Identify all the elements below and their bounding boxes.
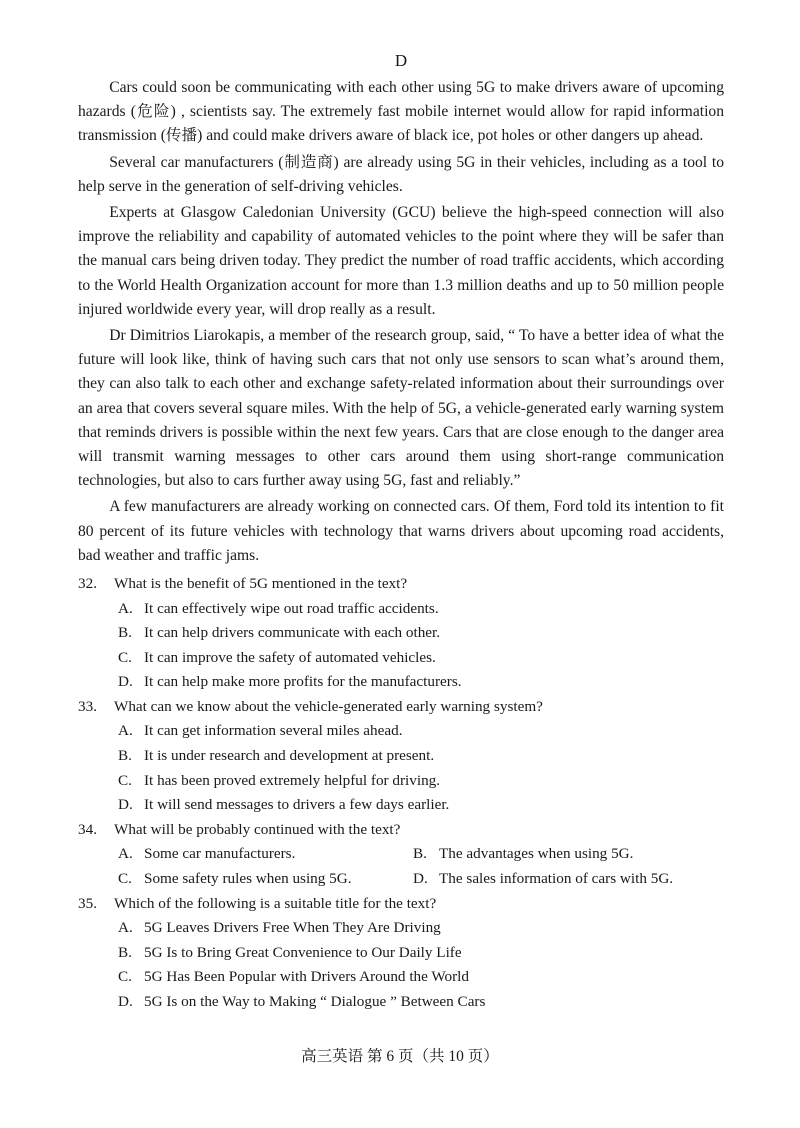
option-b: B. 5G Is to Bring Great Convenience to Our Daily Life [118,943,462,961]
question-number: 34. [78,820,97,838]
question-32 [78,572,724,695]
option-d: D. The sales information of cars with 5G. [413,869,674,887]
question-list [78,572,724,1014]
option-a: A. 5G Leaves Drivers Free When They Are Driving [118,919,441,936]
option-a: A. It can effectively wipe out road traffic accidents. [118,599,439,617]
passage-paragraph: Experts at Glasgow Caledonian University (GCU) believe the high-speed connection will also improve the reliability and capability of automated vehicles to the point where they will be safer than the manual cars being driven today. They predict the number of road traffic accidents, which according to the World Health Organization account for more than 1.3 million deaths and up to 50 million people injured worldwide every year, will drop really as a result. [78,204,724,318]
question-text: What can we know about the vehicle-generated early warning system? [114,697,543,715]
question-number: 32. [78,575,97,593]
page-footer: 高三英语 第 6 页（共 10 页） [301,1048,499,1065]
option-c: C. 5G Has Been Popular with Drivers Around the World [118,968,469,986]
question-33 [78,695,724,818]
question-number: 35. [78,894,97,912]
passage-paragraph: A few manufacturers are already working on connected cars. Of them, Ford told its intention to fit 80 percent of its future vehicles with technology that warns drivers about upcoming road accidents, bad weather and traffic jams. [78,498,724,564]
section-label: D [394,51,408,70]
passage-paragraph: Dr Dimitrios Liarokapis, a member of the research group, said, “ To have a better idea of what the future will look like, think of having such cars that not only use sensors to scan what’s around them, they can also talk to each other and exchange safety-related information about their surroundings over an area that covers several square miles. With the help of 5G, a vehicle-generated early warning system that reminds drivers is possible within the next few years. Cars that are close enough to the danger area will transmit warning messages to other cars around them using short-range communication technologies, but also to cars further away using 5G, fast and reliably.” [78,327,724,490]
option-b: B. It is under research and development at present. [118,747,435,765]
option-c: C. Some safety rules when using 5G. [118,869,352,887]
question-34 [78,818,724,892]
option-c: C. It has been proved extremely helpful for driving. [118,771,441,789]
reading-passage [78,76,724,568]
option-a: A. Some car manufacturers. [118,845,296,863]
question-text: What will be probably continued with the text? [114,820,401,838]
question-35 [78,892,724,1015]
question-text: Which of the following is a suitable title for the text? [114,894,437,912]
passage-paragraph: Cars could soon be communicating with each other using 5G to make drivers aware of upcoming hazards (危险) , scientists say. The extremely fast mobile internet would allow for rapid information transmission (传播) and could make drivers aware of black ice, pot holes or other dangers up ahead. [78,79,724,145]
option-c: C. It can improve the safety of automated vehicles. [118,648,436,666]
option-b: B. The advantages when using 5G. [413,845,634,863]
question-number: 33. [78,697,97,715]
option-d: D. 5G Is on the Way to Making “ Dialogue ” Between Cars [118,992,486,1010]
exam-page [78,50,724,1014]
option-a: A. It can get information several miles ahead. [118,722,403,740]
option-d: D. It can help make more profits for the manufacturers. [118,673,462,691]
option-b: B. It can help drivers communicate with each other. [118,624,441,642]
passage-paragraph: Several car manufacturers (制造商) are already using 5G in their vehicles, including as a tool to help serve in the generation of self-driving vehicles. [78,153,724,195]
option-d: D. It will send messages to drivers a few days earlier. [118,796,450,814]
question-text: What is the benefit of 5G mentioned in the text? [114,575,408,593]
